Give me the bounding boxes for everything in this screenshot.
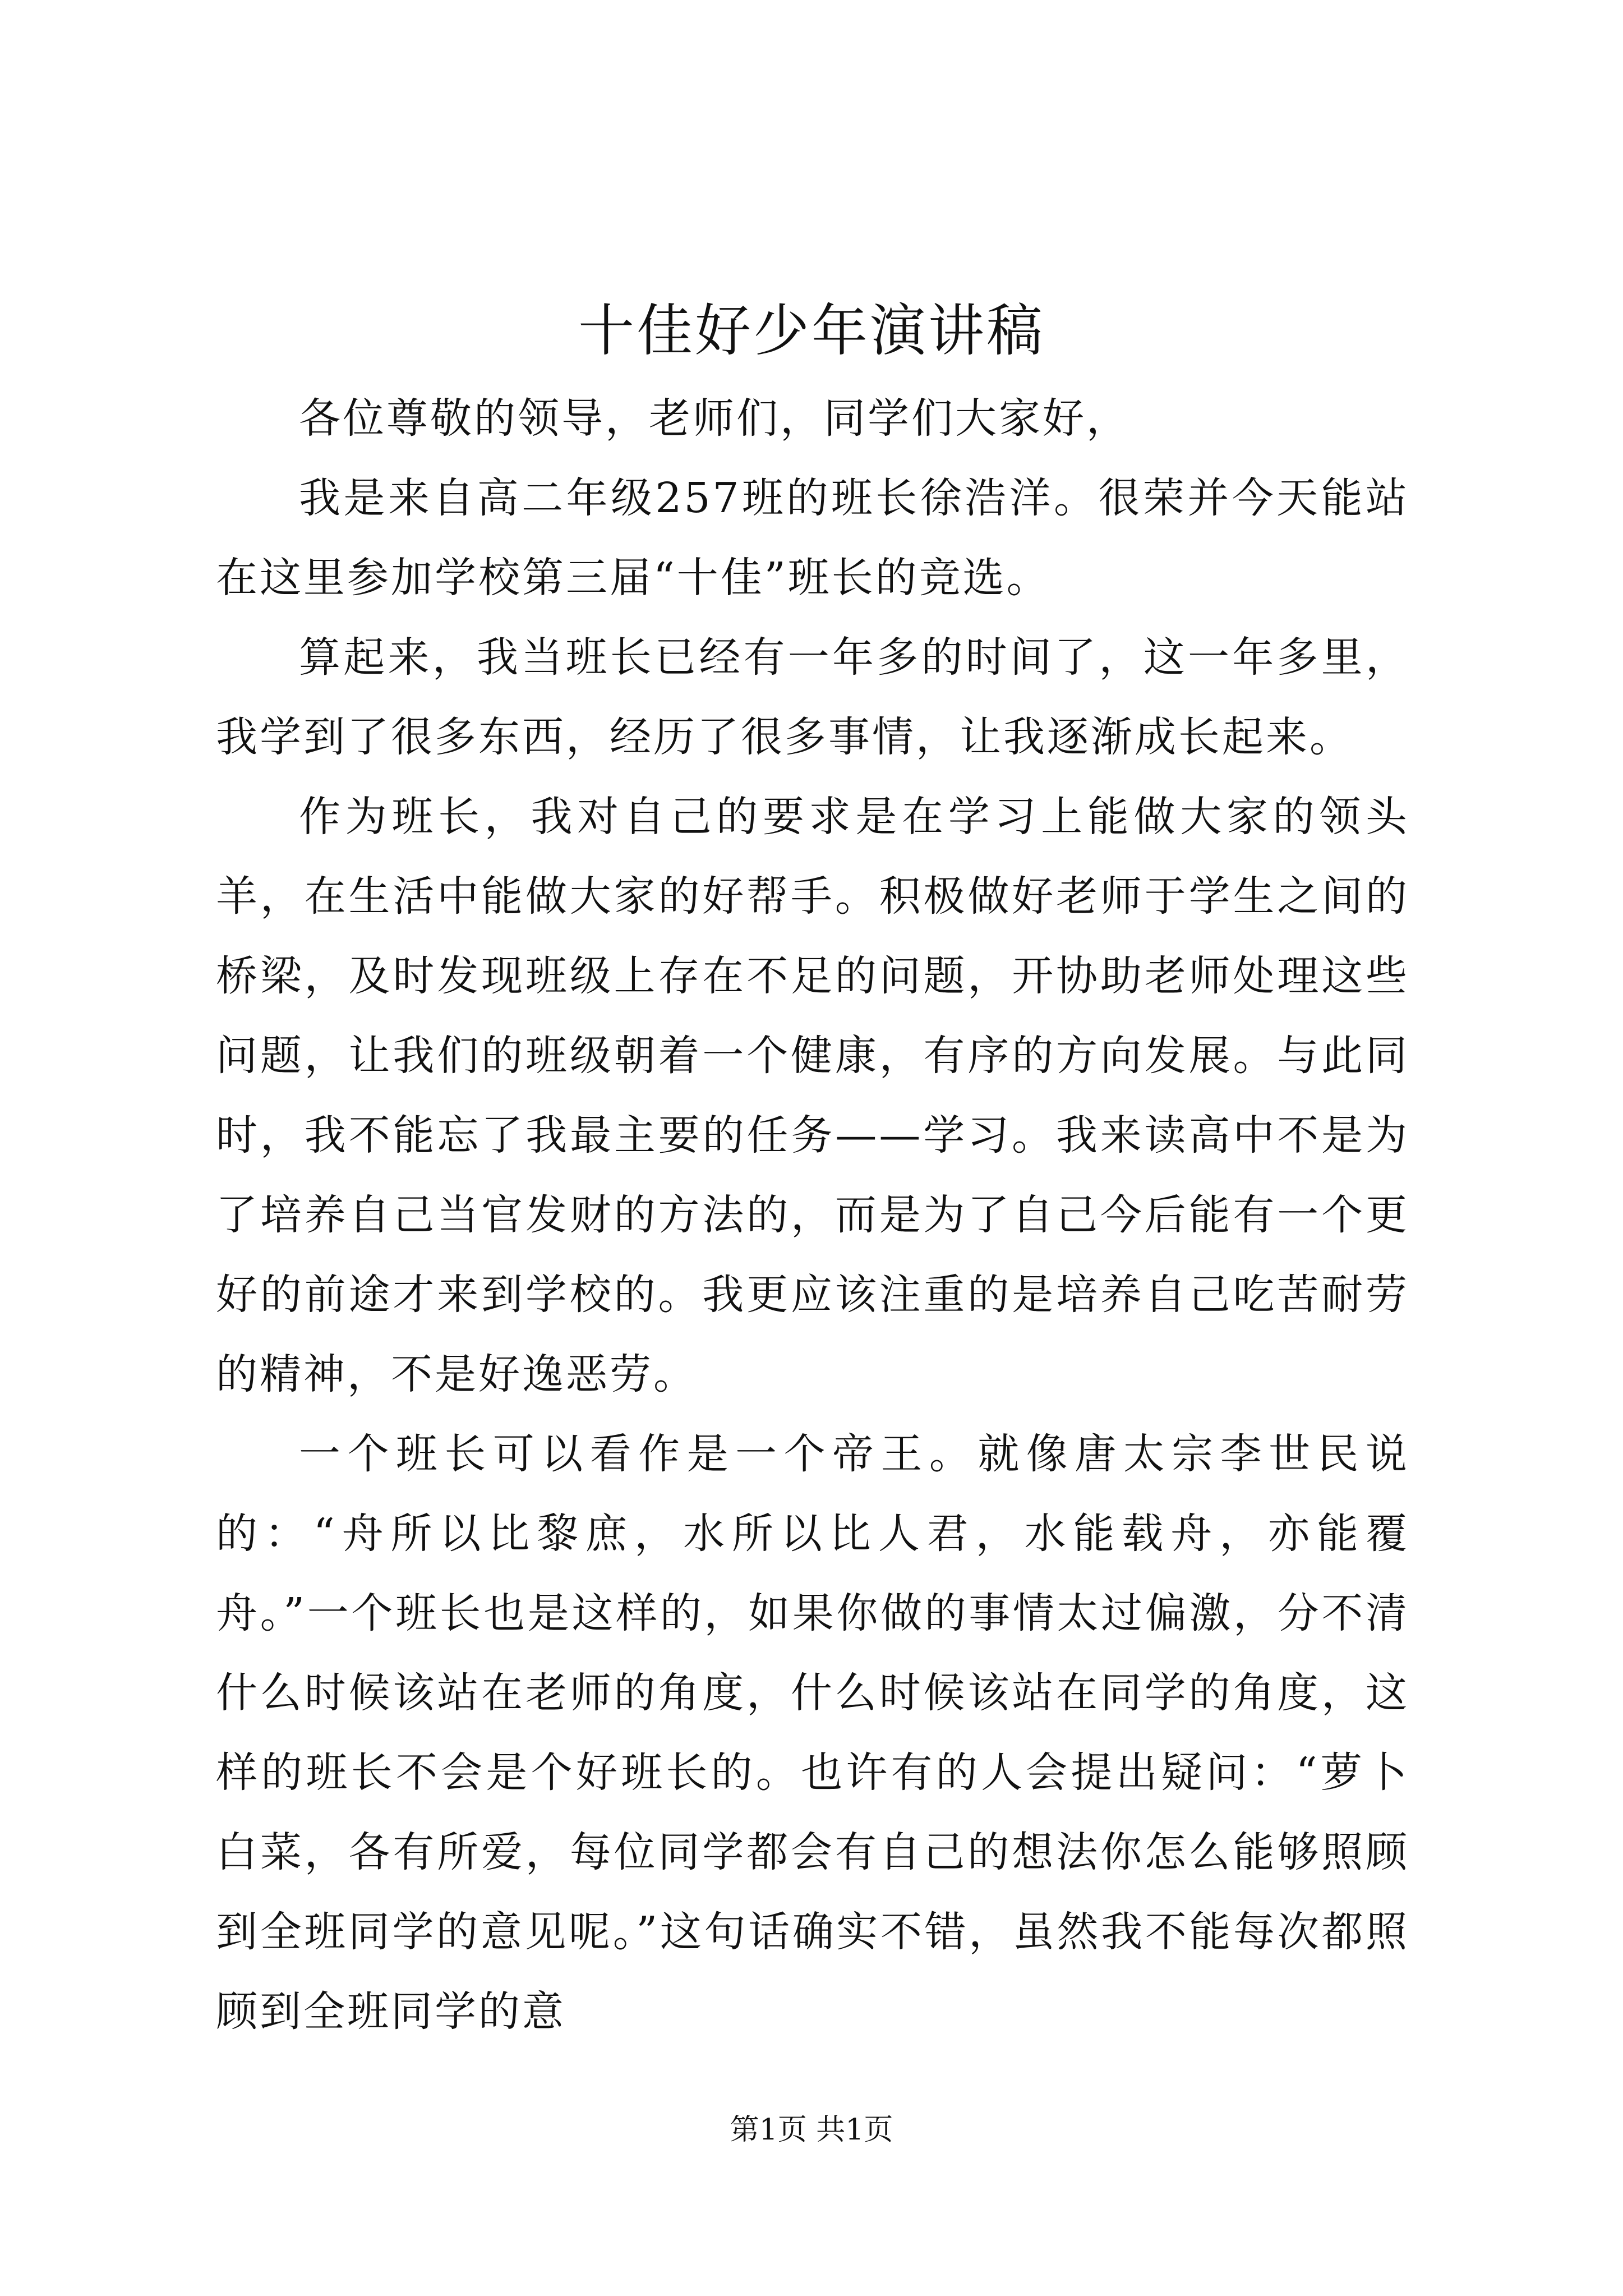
page-footer: 第1页 共1页 [730, 2113, 893, 2147]
paragraph-leadership: 一个班长可以看作是一个帝王。就像唐太宗李世民说的：“舟所以比黎庶，水所以比人君，水能载舟，亦能覆舟。”一个班长也是这样的，如果你做的事情太过偏激，分不清什么时候该站在老师的角度，什么时候该站在同学的角度，这样的班长不会是个好班长的。也许有的人会提出疑问：“萝卜白菜，各有所爱，每位同学都会有自己的想法你怎么能够照顾到全班同学的意见呢。”这句话确实不错，虽然我不能每次都照顾到全班同学的意 [216, 1430, 1409, 2036]
paragraph-greeting: 各位尊敬的领导，老师们，同学们大家好， [299, 394, 1130, 443]
paragraph-introduction: 我是来自高二年级257班的班长徐浩洋。很荣并今天能站在这里参加学校第三届“十佳”班长的竞选。 [216, 474, 1409, 602]
paragraph-experience: 算起来，我当班长已经有一年多的时间了，这一年多里，我学到了很多东西，经历了很多事情，让我逐渐成长起来。 [216, 633, 1409, 761]
document-body [216, 379, 1409, 2051]
paragraph-responsibilities: 作为班长，我对自己的要求是在学习上能做大家的领头羊，在生活中能做大家的好帮手。积极做好老师于学生之间的桥梁，及时发现班级上存在不足的问题，开协助老师处理这些问题，让我们的班级朝着一个健康，有序的方向发展。与此同时，我不能忘了我最主要的任务——学习。我来读高中不是为了培养自己当官发财的方法的，而是为了自己今后能有一个更好的前途才来到学校的。我更应该注重的是培养自己吃苦耐劳的精神，不是好逸恶劳。 [216, 793, 1409, 1398]
document-title: 十佳好少年演讲稿 [578, 298, 1045, 364]
